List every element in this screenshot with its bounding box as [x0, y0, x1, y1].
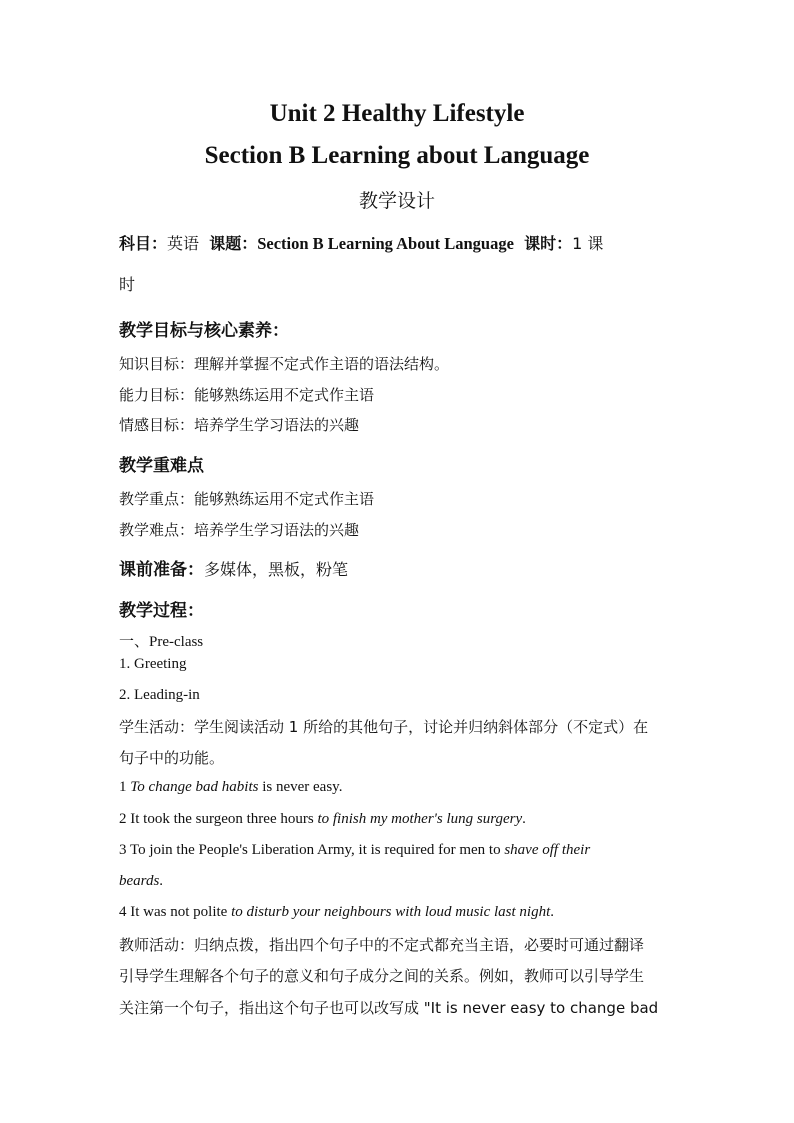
example-sentence-3 — [119, 842, 679, 859]
key-difficulty: 教学难点：培养学生学习语法的兴趣 — [119, 521, 360, 539]
preparation-line — [119, 555, 679, 580]
ex2-end: . — [522, 811, 526, 827]
step-leading-in: 2. Leading-in — [119, 687, 200, 703]
goals-heading: 教学目标与核心素养： — [119, 321, 289, 341]
topic-value: Section B Learning About Language — [257, 234, 514, 253]
ex3-pre: 3 To join the People's Liberation Army, it is required for men to — [119, 842, 505, 858]
title-line-2: Section B Learning about Language — [204, 142, 590, 169]
meta-line-cont: 时 — [119, 275, 136, 294]
key-focus: 教学重点：能够熟练运用不定式作主语 — [119, 490, 375, 508]
student-activity-line-2: 句子中的功能。 — [119, 749, 225, 767]
ex2-infinitive: to finish my mother's lung surgery — [317, 811, 523, 827]
ex3-end: . — [159, 873, 164, 889]
ex3-infinitive: shave off their — [504, 842, 591, 858]
subject-label: 科目： — [119, 234, 168, 253]
ex1-number: 1 — [119, 779, 131, 795]
step-greeting: 1. Greeting — [119, 656, 187, 672]
teacher-activity-line-3: 关注第一个句子，指出这个句子也可以改写成 "It is never easy to change bad — [119, 999, 659, 1017]
step-pre-class: 一、Pre-class — [119, 634, 204, 650]
example-sentence-3-cont — [119, 873, 679, 890]
example-sentence-4 — [119, 904, 679, 921]
goal-ability: 能力目标：能够熟练运用不定式作主语 — [119, 386, 375, 404]
subject-value: 英语 — [167, 234, 200, 253]
ex1-rest: is never easy. — [258, 779, 343, 795]
example-sentence-1 — [119, 779, 679, 796]
student-activity-line-1: 学生活动：学生阅读活动 1 所给的其他句子，讨论并归纳斜体部分（不定式）在 — [119, 718, 649, 736]
goal-knowledge: 知识目标：理解并掌握不定式作主语的语法结构。 — [119, 355, 450, 373]
ex4-pre: 4 It was not polite — [119, 904, 232, 920]
ex3-infinitive-cont: beards — [119, 873, 160, 889]
ex4-end: . — [550, 904, 555, 920]
meta-line — [119, 231, 679, 254]
ex1-infinitive: To change bad habits — [130, 779, 259, 795]
period-value: 1 课 — [572, 234, 604, 253]
topic-label: 课题： — [209, 234, 258, 253]
preparation-value: 多媒体，黑板，粉笔 — [204, 560, 349, 579]
example-sentence-2 — [119, 811, 679, 828]
preparation-label: 课前准备： — [119, 560, 204, 580]
key-points-heading: 教学重难点 — [119, 456, 204, 476]
teacher-activity-line-1: 教师活动：归纳点拨，指出四个句子中的不定式都充当主语，必要时可通过翻译 — [119, 936, 645, 954]
goal-emotion: 情感目标：培养学生学习语法的兴趣 — [119, 416, 360, 434]
teacher-activity-line-2: 引导学生理解各个句子的意义和句子成分之间的关系。例如，教师可以引导学生 — [119, 967, 645, 985]
subtitle: 教学设计 — [358, 190, 435, 212]
period-label: 课时： — [524, 234, 573, 253]
process-heading: 教学过程： — [119, 601, 204, 621]
ex2-pre: 2 It took the surgeon three hours — [119, 811, 318, 827]
ex4-infinitive: to disturb your neighbours with loud music last night — [231, 904, 551, 920]
title-line-1: Unit 2 Healthy Lifestyle — [269, 100, 525, 127]
